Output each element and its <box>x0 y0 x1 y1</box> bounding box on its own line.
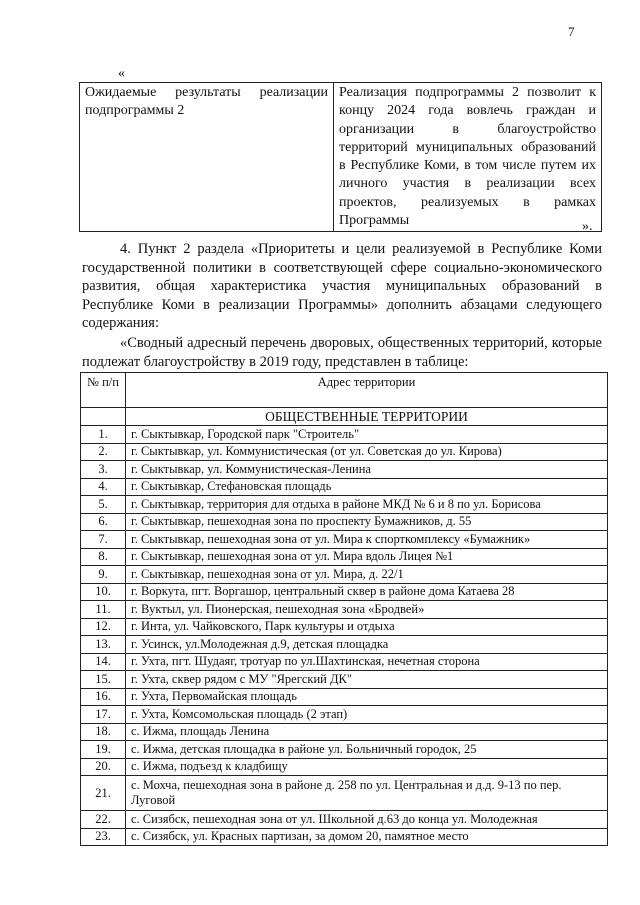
table-row <box>81 496 608 514</box>
row-address: г. Сыктывкар, ул. Коммунистическая-Ленина <box>126 461 608 479</box>
row-address: г. Ухта, Комсомольская площадь (2 этап) <box>126 706 608 724</box>
table-row <box>81 513 608 531</box>
expected-results-text: Реализация подпрограммы 2 позволит к концу 2024 года вовлечь граждан и организации в благоустройство территорий муниципальных образований в Республике Коми, в том числе путем их личного участия в реализации всех проектов, реализуемых в рамках Программы <box>334 83 602 232</box>
header-address: Адрес территории <box>126 373 608 408</box>
row-number: 10. <box>81 583 126 601</box>
row-address: г. Сыктывкар, территория для отдыха в районе МКД № 6 и 8 по ул. Борисова <box>126 496 608 514</box>
row-address: г. Инта, ул. Чайковского, Парк культуры и отдыха <box>126 618 608 636</box>
table-header-row <box>81 373 608 408</box>
row-number: 17. <box>81 706 126 724</box>
table-row <box>81 636 608 654</box>
row-address: с. Ижма, площадь Ленина <box>126 723 608 741</box>
row-number: 20. <box>81 758 126 776</box>
row-number: 9. <box>81 566 126 584</box>
table-row <box>81 706 608 724</box>
row-address: г. Вуктыл, ул. Пионерская, пешеходная зона «Бродвей» <box>126 601 608 619</box>
section-title: ОБЩЕСТВЕННЫЕ ТЕРРИТОРИИ <box>126 408 608 426</box>
row-number: 2. <box>81 443 126 461</box>
section-row <box>81 408 608 426</box>
row-address: г. Сыктывкар, ул. Коммунистическая (от ул. Советская до ул. Кирова) <box>126 443 608 461</box>
row-number: 6. <box>81 513 126 531</box>
row-address: г. Ухта, пгт. Шудаяг, тротуар по ул.Шахтинская, нечетная сторона <box>126 653 608 671</box>
row-number: 8. <box>81 548 126 566</box>
row-number: 4. <box>81 478 126 496</box>
row-address: с. Сизябск, ул. Красных партизан, за домом 20, памятное место <box>126 828 608 846</box>
table-intro-paragraph: «Сводный адресный перечень дворовых, общественных территорий, которые подлежат благоустройству в 2019 году, представлен в таблице: <box>82 335 602 370</box>
row-address: г. Ухта, сквер рядом с МУ "Ярегский ДК" <box>126 671 608 689</box>
amendment-paragraph: 4. Пункт 2 раздела «Приоритеты и цели реализуемой в Республике Коми государственной политики в соответствующей сфере социально-экономического развития, общая характеристика участия муниципальных образований в Республике Коми в реализации Программы» дополнить абзацами следующего содержания: <box>82 241 602 331</box>
table-row <box>81 776 608 811</box>
row-number: 15. <box>81 671 126 689</box>
table-body <box>81 426 608 846</box>
row-address: с. Мохча, пешеходная зона в районе д. 258 по ул. Центральная и д.д. 9-13 по пер. Луговой <box>126 776 608 811</box>
table-row <box>81 723 608 741</box>
expected-results-label: Ожидаемые результаты реализации подпрограммы 2 <box>80 83 334 232</box>
row-number: 19. <box>81 741 126 759</box>
table-row <box>81 618 608 636</box>
row-address: г. Сыктывкар, Стефановская площадь <box>126 478 608 496</box>
row-number: 16. <box>81 688 126 706</box>
table-row <box>81 688 608 706</box>
table-row <box>81 461 608 479</box>
table-row <box>81 531 608 549</box>
row-address: г. Сыктывкар, Городской парк "Строитель" <box>126 426 608 444</box>
table-row <box>81 566 608 584</box>
row-number: 5. <box>81 496 126 514</box>
page-number: 7 <box>568 24 575 39</box>
section-empty-cell <box>81 408 126 426</box>
row-number: 1. <box>81 426 126 444</box>
table-row <box>81 601 608 619</box>
table-row <box>81 828 608 846</box>
row-number: 12. <box>81 618 126 636</box>
row-address: г. Усинск, ул.Молодежная д.9, детская площадка <box>126 636 608 654</box>
row-number: 22. <box>81 811 126 829</box>
table-row <box>81 741 608 759</box>
table-row <box>81 443 608 461</box>
opening-quote: « <box>118 66 125 81</box>
table-row <box>81 548 608 566</box>
expected-results-row <box>80 83 602 232</box>
row-address: г. Ухта, Первомайская площадь <box>126 688 608 706</box>
closing-quote: ». <box>582 219 593 234</box>
header-number: № п/п <box>81 373 126 408</box>
address-list-table <box>80 372 608 846</box>
row-address: г. Сыктывкар, пешеходная зона от ул. Мира к спорткомплексу «Бумажник» <box>126 531 608 549</box>
row-address: г. Сыктывкар, пешеходная зона от ул. Мира вдоль Лицея №1 <box>126 548 608 566</box>
row-address: г. Сыктывкар, пешеходная зона по проспекту Бумажников, д. 55 <box>126 513 608 531</box>
row-number: 18. <box>81 723 126 741</box>
table-row <box>81 671 608 689</box>
row-number: 21. <box>81 776 126 811</box>
row-number: 3. <box>81 461 126 479</box>
row-address: г. Воркута, пгт. Воргашор, центральный сквер в районе дома Катаева 28 <box>126 583 608 601</box>
row-number: 14. <box>81 653 126 671</box>
row-number: 7. <box>81 531 126 549</box>
row-address: с. Ижма, подъезд к кладбищу <box>126 758 608 776</box>
expected-results-table <box>79 82 602 232</box>
row-number: 13. <box>81 636 126 654</box>
table-row <box>81 426 608 444</box>
table-row <box>81 653 608 671</box>
row-address: г. Сыктывкар, пешеходная зона от ул. Мира, д. 22/1 <box>126 566 608 584</box>
row-number: 23. <box>81 828 126 846</box>
row-address: с. Ижма, детская площадка в районе ул. Больничный городок, 25 <box>126 741 608 759</box>
row-number: 11. <box>81 601 126 619</box>
table-row <box>81 583 608 601</box>
table-row <box>81 758 608 776</box>
table-row <box>81 478 608 496</box>
table-row <box>81 811 608 829</box>
row-address: с. Сизябск, пешеходная зона от ул. Школьной д.63 до конца ул. Молодежная <box>126 811 608 829</box>
